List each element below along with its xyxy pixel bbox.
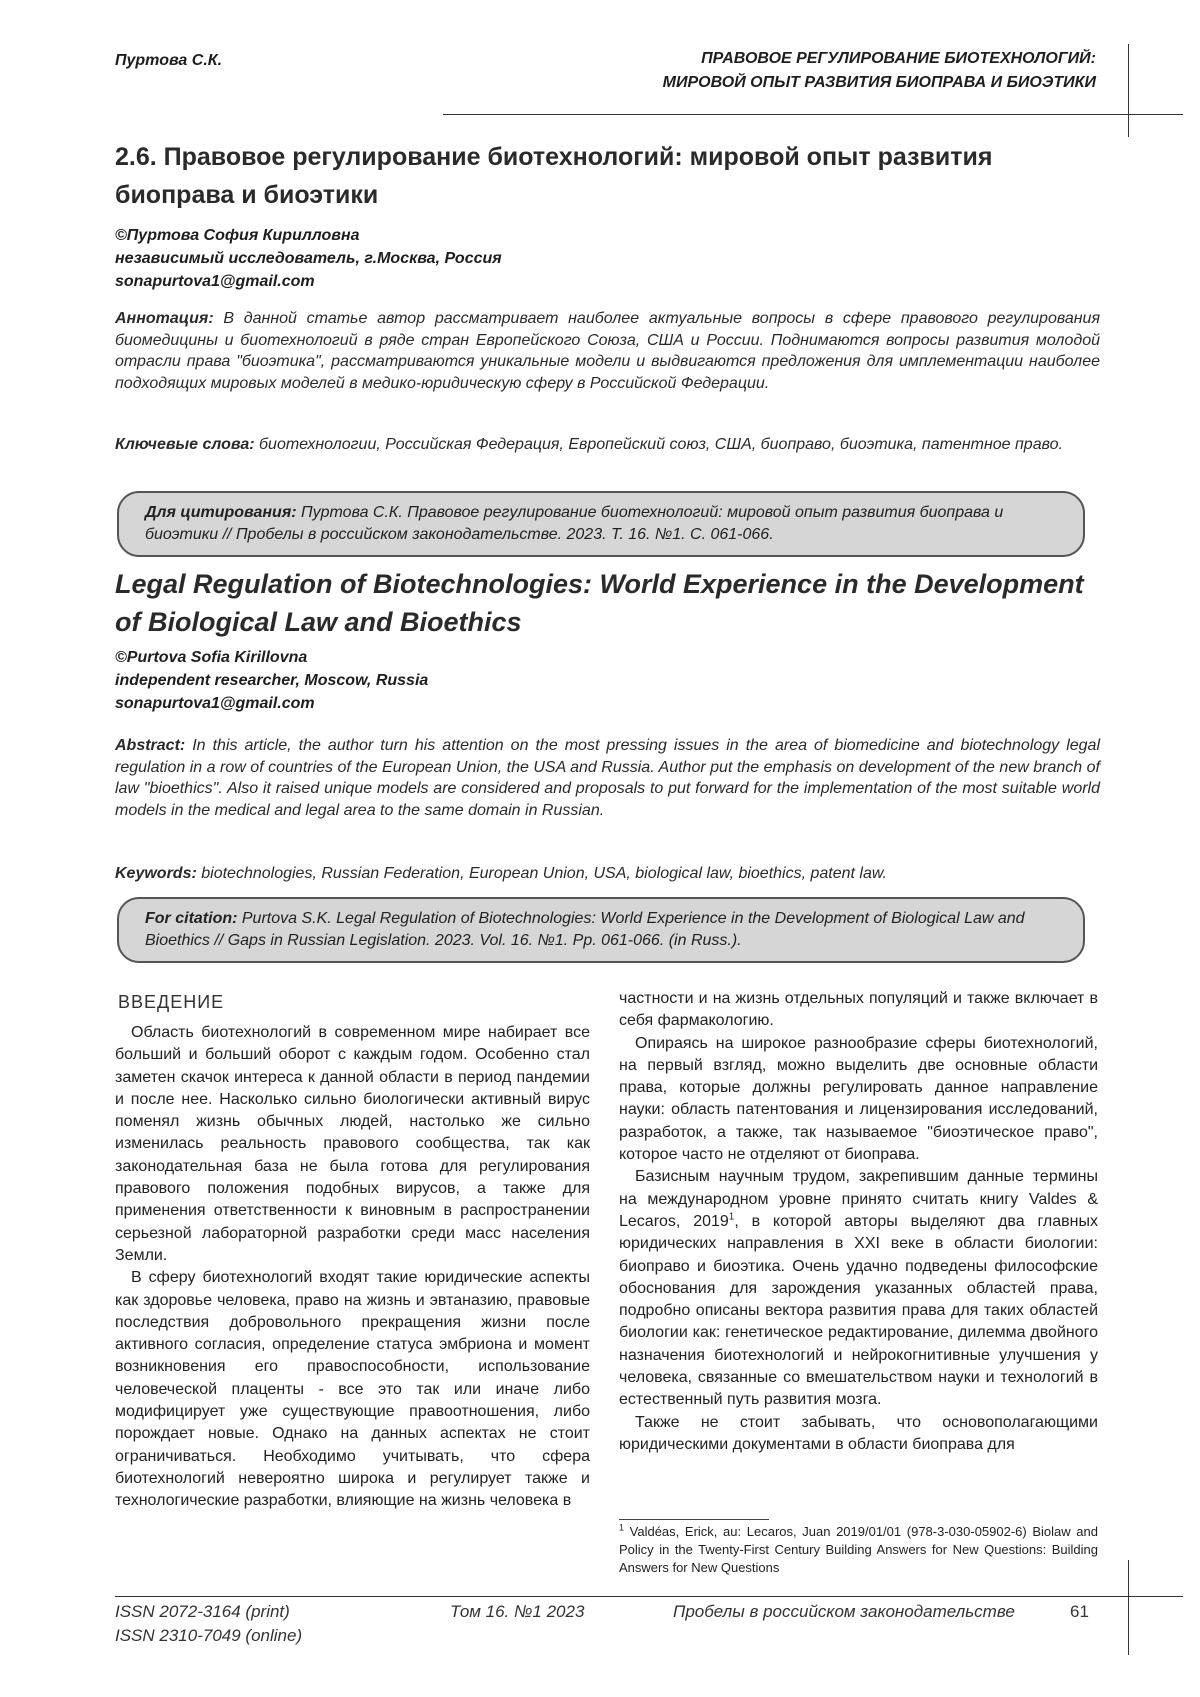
author-block-en bbox=[115, 646, 1100, 715]
body-paragraph: Также не стоит забывать, что основополагающими юридическими документами в области биоправа для bbox=[619, 1413, 1098, 1453]
citation-label-ru: Для цитирования: bbox=[145, 504, 297, 521]
author-email-ru: sonapurtova1@gmail.com bbox=[115, 273, 315, 290]
body-paragraph bbox=[619, 1166, 1098, 1411]
page-number: 61 bbox=[1070, 1602, 1089, 1621]
body-paragraph: Опираясь на широкое разнообразие сферы биотехнологий, на первый взгляд, можно выделить две основные области права, которые должны регулировать данное направление науки: область патентования и лицензирования исследований, разработок, а также, так называемое "биоэтическое право", которое часто не отделяют от биоправа. bbox=[619, 1034, 1098, 1164]
author-affiliation-en: independent researcher, Moscow, Russia bbox=[115, 672, 429, 689]
body-text: , в которой авторы выделяют два главных юридических направления в XXI веке в области биологии: биоправо и биоэтика. Очень удачно подведены философские обоснования для зарождения указанных областей права, подробно описаны вектора развития права для таких областей биологии как: генетическое редактирование, дилемма двойного назначения биотехнологий и нейрокогнитивные улучшения у человека, связанные со вмешательством науки и технологий в естественный путь развития мозга. bbox=[619, 1212, 1098, 1409]
footnote-ref[interactable]: 1 bbox=[728, 1211, 735, 1223]
citation-text-en: Purtova S.K. Legal Regulation of Biotechnologies: World Experience in the Development of Biological Law and Bioethics // Gaps in Russian Legislation. 2023. Vol. 16. №1. Pp. 061-066. (in Russ.). bbox=[145, 910, 1025, 949]
author-block-ru bbox=[115, 224, 1100, 293]
running-header-title-line2: МИРОВОЙ ОПЫТ РАЗВИТИЯ БИОПРАВА И БИОЭТИКИ bbox=[662, 74, 1096, 91]
body-text: Базисным научным трудом, закрепившим данные термины на международном уровне принято считать книгу Valdes & Lecaros, 2019 bbox=[619, 1168, 1098, 1230]
section-heading: ВВЕДЕНИЕ bbox=[118, 992, 225, 1012]
header-rule bbox=[443, 114, 1183, 115]
header-crop-mark bbox=[1128, 44, 1129, 137]
running-header-title-line1: ПРАВОВОЕ РЕГУЛИРОВАНИЕ БИОТЕХНОЛОГИЙ: bbox=[701, 50, 1096, 67]
keywords-ru bbox=[115, 434, 1100, 456]
body-paragraph: частности и на жизнь отдельных популяций и также включает в себя фармакологию. bbox=[619, 990, 1098, 1030]
keywords-text-en: biotechnologies, Russian Federation, European Union, USA, biological law, bioethics, patent law. bbox=[196, 865, 887, 882]
footer-rule bbox=[115, 1596, 1183, 1597]
footer-issn-online: ISSN 2310-7049 (online) bbox=[115, 1626, 303, 1645]
footnote-text: Valdéas, Erick, au: Lecaros, Juan 2019/01/01 (978-3-030-05902-6) Biolaw and Policy in the Twenty-First Century Building Answers for New Questions: Building Answers for New Questions bbox=[619, 1524, 1098, 1575]
footer-journal: Пробелы в российском законодательстве bbox=[673, 1602, 1015, 1621]
footnote-mark: 1 bbox=[619, 1522, 625, 1533]
abstract-text-en: In this article, the author turn his attention on the most pressing issues in the area of biomedicine and biotechnology legal regulation in a row of countries of the European Union, the USA and Russia. Author put the emphasis on development of the new branch of law "bioethics". Also it raised unique models are considered and proposals to put forward for the implementation of the most suitable world models in the medical and legal area to the same domain in Russian. bbox=[115, 737, 1100, 819]
citation-box-ru bbox=[117, 491, 1085, 557]
abstract-ru bbox=[115, 308, 1100, 394]
body-column-right bbox=[619, 988, 1098, 1456]
keywords-text-ru: биотехнологии, Российская Федерация, Европейский союз, США, биоправо, биоэтика, патентное право. bbox=[254, 436, 1063, 453]
abstract-label-en: Abstract: bbox=[115, 737, 186, 754]
citation-box-en bbox=[117, 897, 1085, 963]
footnote bbox=[619, 1523, 1098, 1577]
abstract-label-ru: Аннотация: bbox=[115, 310, 214, 327]
footnote-rule bbox=[619, 1519, 769, 1520]
citation-text-ru: Пуртова С.К. Правовое регулирование биотехнологий: мировой опыт развития биоправа и биоэтики // Пробелы в российском законодательстве. 2023. Т. 16. №1. С. 061-066. bbox=[145, 504, 1004, 543]
abstract-text-ru: В данной статье автор рассматривает наиболее актуальные вопросы в сфере правового регулирования биомедицины и биотехнологий в ряде стран Европейского Союза, США и России. Поднимаются вопросы развития молодой отрасли права "биоэтика", рассматриваются уникальные модели и выдвигаются предложения для имплементации наиболее подходящих мировых моделей в медико-юридическую сферу в Российской Федерации. bbox=[115, 310, 1100, 392]
keywords-en bbox=[115, 863, 1100, 885]
footer-issn bbox=[115, 1600, 302, 1648]
running-header-title bbox=[476, 47, 1096, 95]
author-email-en: sonapurtova1@gmail.com bbox=[115, 695, 315, 712]
keywords-label-en: Keywords: bbox=[115, 865, 197, 882]
footer-issn-print: ISSN 2072-3164 (print) bbox=[115, 1602, 290, 1621]
abstract-en bbox=[115, 735, 1100, 821]
body-column-left bbox=[115, 1022, 590, 1513]
running-header-author: Пуртова С.К. bbox=[115, 52, 223, 69]
footer-volume: Том 16. №1 2023 bbox=[450, 1602, 585, 1621]
article-title-ru: 2.6. Правовое регулирование биотехнологий: мировой опыт развития биоправа и биоэтики bbox=[115, 143, 993, 209]
article-title-en: Legal Regulation of Biotechnologies: World Experience in the Development of Biological Law and Bioethics bbox=[115, 569, 1084, 637]
author-name-ru: ©Пуртова София Кирилловна bbox=[115, 227, 360, 244]
author-affiliation-ru: независимый исследователь, г.Москва, Россия bbox=[115, 250, 502, 267]
author-name-en: ©Purtova Sofia Kirillovna bbox=[115, 649, 308, 666]
body-paragraph: В сферу биотехнологий входят такие юридические аспекты как здоровье человека, право на жизнь и эвтаназию, правовые последствия добровольного прекращения жизни после активного согласия, определение статуса эмбриона и момент возникновения его правоспособности, использование человеческой плаценты - все это так или иначе либо модифицирует уже существующие правоотношения, либо порождает новые. Однако на данных аспектах не стоит ограничиваться. Необходимо учитывать, что сфера биотехнологий невероятно широка и регулирует также и технологические разработки, влияющие на жизнь человека в bbox=[115, 1269, 590, 1510]
citation-label-en: For citation: bbox=[145, 910, 238, 927]
footer-crop-mark bbox=[1128, 1560, 1129, 1655]
keywords-label-ru: Ключевые слова: bbox=[115, 436, 255, 453]
body-paragraph: Область биотехнологий в современном мире набирает все больший и больший оборот с каждым годом. Особенно стал заметен скачок интереса к данной области в период пандемии и после нее. Насколько сильно биологически активный вирус поменял жизнь обычных людей, настолько же сильно изменилась реальность правового сообщества, так как законодательная база не была готова для регулирования правового положения подобных вирусов, а также для применения ответственности к виновным в распространении серьезной лабораторной разработки среди масс населения Земли. bbox=[115, 1024, 590, 1264]
